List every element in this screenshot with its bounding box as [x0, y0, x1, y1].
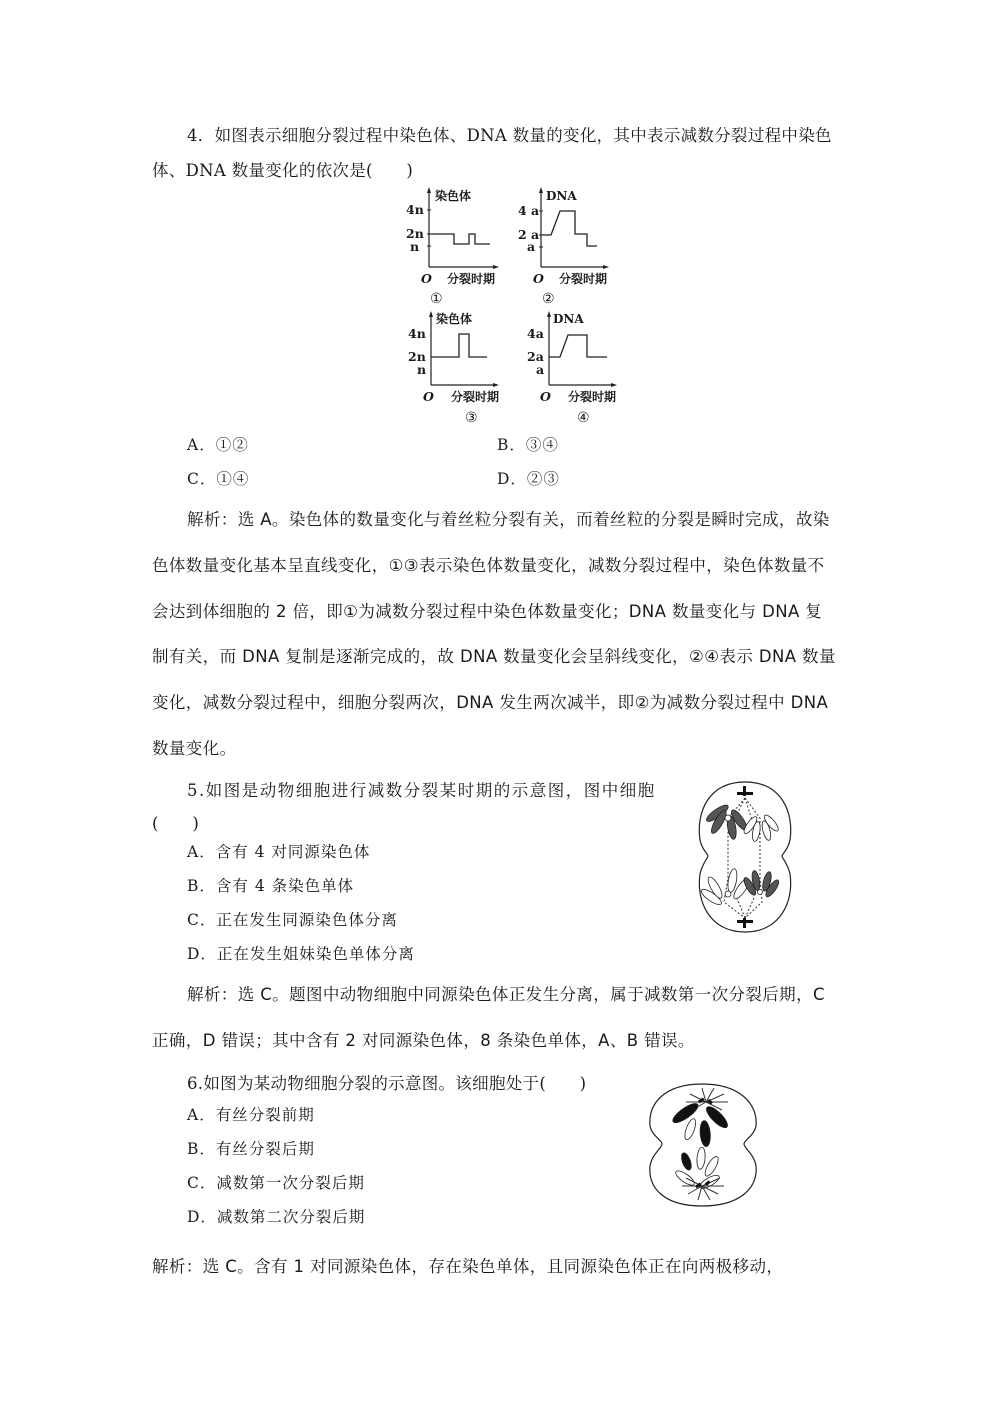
- graph-3-ytick-4n: 4n: [408, 326, 426, 341]
- q6-option-d[interactable]: D．减数第二次分裂后期: [187, 1208, 366, 1226]
- graph-2-ylabel: DNA: [546, 189, 577, 203]
- graph-4-ytick-2a: 2a: [527, 349, 544, 364]
- q6-option-b[interactable]: B．有丝分裂后期: [187, 1140, 315, 1158]
- graph-2-origin: O: [533, 271, 544, 286]
- q5-option-b[interactable]: B．含有 4 条染色单体: [187, 877, 355, 895]
- q4-analysis-line: 制有关，而 DNA 复制是逐渐完成的，故 DNA 数量变化会呈斜线变化，②④表示 DNA 数量: [152, 647, 836, 666]
- graph-3-x-arrow: [493, 383, 499, 387]
- q6-cell-diagram: [640, 1080, 770, 1210]
- q5-analysis-line: 正确，D 错误；其中含有 2 对同源染色体，8 条染色单体，A、B 错误。: [152, 1031, 695, 1050]
- graph-1: [405, 185, 515, 305]
- centrosome-top: [737, 786, 753, 796]
- q5-stem-line2: ( ): [152, 814, 200, 833]
- graph-4: [515, 305, 630, 425]
- graph-2-x-arrow: [603, 265, 609, 269]
- graph-1-ytick-n: n: [410, 239, 420, 254]
- graph-4-origin: O: [540, 389, 551, 404]
- q4-analysis-line: 变化，减数分裂过程中，细胞分裂两次，DNA 发生两次减半，即②为减数分裂过程中 DNA: [152, 693, 829, 712]
- graph-2-ytick-4a: 4 a: [518, 203, 540, 218]
- q5-option-a[interactable]: A．含有 4 对同源染色体: [187, 843, 371, 861]
- graph-1-xlabel: 分裂时期: [447, 272, 496, 286]
- graph-4-ytick-a: a: [536, 362, 545, 377]
- graph-3-ylabel: 染色体: [436, 312, 473, 326]
- graph-2-curve: [541, 211, 597, 246]
- graph-1-y-arrow: [427, 187, 431, 193]
- q4-stem-line1: 4．如图表示细胞分裂过程中染色体、DNA 数量的变化，其中表示减数分裂过程中染色: [187, 126, 832, 145]
- q6-option-a[interactable]: A．有丝分裂前期: [187, 1106, 315, 1124]
- graph-3-ytick-2n: 2n: [408, 349, 426, 364]
- graph-2: [515, 185, 625, 305]
- q5-cell-diagram: [690, 778, 800, 938]
- graph-2-ytick-2a: 2 a: [518, 227, 540, 242]
- q4-analysis-line: 会达到体细胞的 2 倍，即①为减数分裂过程中染色体数量变化；DNA 数量变化与 DNA 复: [152, 602, 823, 621]
- graph-3-curve: [431, 334, 487, 357]
- graph-4-ylabel: DNA: [553, 312, 584, 326]
- chromosome-dark-bottom: [742, 870, 781, 899]
- graph-1-ytick-4n: 4n: [406, 202, 424, 217]
- graph-4-number: ④: [577, 410, 590, 425]
- q6-analysis: 解析：选 C。含有 1 对同源染色体，存在染色单体，且同源染色体正在向两极移动，: [152, 1257, 784, 1276]
- q5-option-d[interactable]: D．正在发生姐妹染色单体分离: [187, 945, 415, 963]
- chromosome-light-bottom: [699, 868, 751, 907]
- q6-stem: 6.如图为某动物细胞分裂的示意图。该细胞处于( ): [187, 1074, 587, 1093]
- graph-2-xlabel: 分裂时期: [559, 272, 608, 286]
- chromosome-dark-top: [704, 803, 749, 840]
- centrosome-bottom: [737, 918, 753, 928]
- graph-3: [405, 305, 515, 425]
- q5-analysis-line: 解析：选 C。题图中动物细胞中同源染色体正发生分离，属于减数第一次分裂后期，C: [187, 985, 825, 1004]
- cell-membrane: [699, 782, 790, 932]
- graph-3-y-arrow: [429, 311, 433, 317]
- q4-option-b[interactable]: B．③④: [497, 436, 559, 454]
- chromosome-top: [670, 1100, 730, 1147]
- graph-2-ytick-a: a: [527, 239, 536, 254]
- graph-2-number: ②: [542, 291, 555, 305]
- graph-4-x-arrow: [611, 383, 617, 387]
- q4-analysis-line: 色体数量变化基本呈直线变化，①③表示染色体数量变化，减数分裂过程中，染色体数量不: [152, 556, 825, 575]
- chromosome-light-top: [742, 813, 780, 842]
- q4-analysis-line: 解析：选 A。染色体的数量变化与着丝粒分裂有关，而着丝粒的分裂是瞬时完成，故染: [187, 510, 830, 529]
- graph-3-xlabel: 分裂时期: [451, 390, 500, 404]
- graph-4-y-arrow: [547, 311, 551, 317]
- graph-3-number: ③: [465, 410, 478, 425]
- q4-option-d[interactable]: D．②③: [497, 470, 560, 488]
- q5-option-c[interactable]: C．正在发生同源染色体分离: [187, 911, 398, 929]
- q4-option-c[interactable]: C．①④: [187, 470, 250, 488]
- graph-4-curve: [549, 335, 607, 357]
- graph-3-origin: O: [423, 389, 434, 404]
- q4-analysis-line: 数量变化。: [152, 739, 237, 758]
- graph-2-y-arrow: [539, 187, 543, 193]
- graph-3-ytick-n: n: [417, 362, 427, 377]
- q6-option-c[interactable]: C．减数第一次分裂后期: [187, 1174, 365, 1192]
- q4-option-a[interactable]: A．①②: [187, 436, 249, 454]
- graph-1-number: ①: [430, 291, 443, 305]
- graph-4-xlabel: 分裂时期: [568, 390, 617, 404]
- graph-1-origin: O: [421, 271, 432, 286]
- graph-1-ylabel: 染色体: [435, 189, 472, 203]
- graph-1-x-arrow: [493, 265, 499, 269]
- q5-stem-line1: 5.如图是动物细胞进行减数分裂某时期的示意图，图中细胞: [187, 781, 656, 800]
- graph-1-ytick-2n: 2n: [406, 226, 424, 241]
- q4-stem-line2: 体、DNA 数量变化的依次是( ): [152, 161, 414, 180]
- graph-1-curve: [429, 234, 490, 244]
- graph-4-ytick-4a: 4a: [527, 326, 544, 341]
